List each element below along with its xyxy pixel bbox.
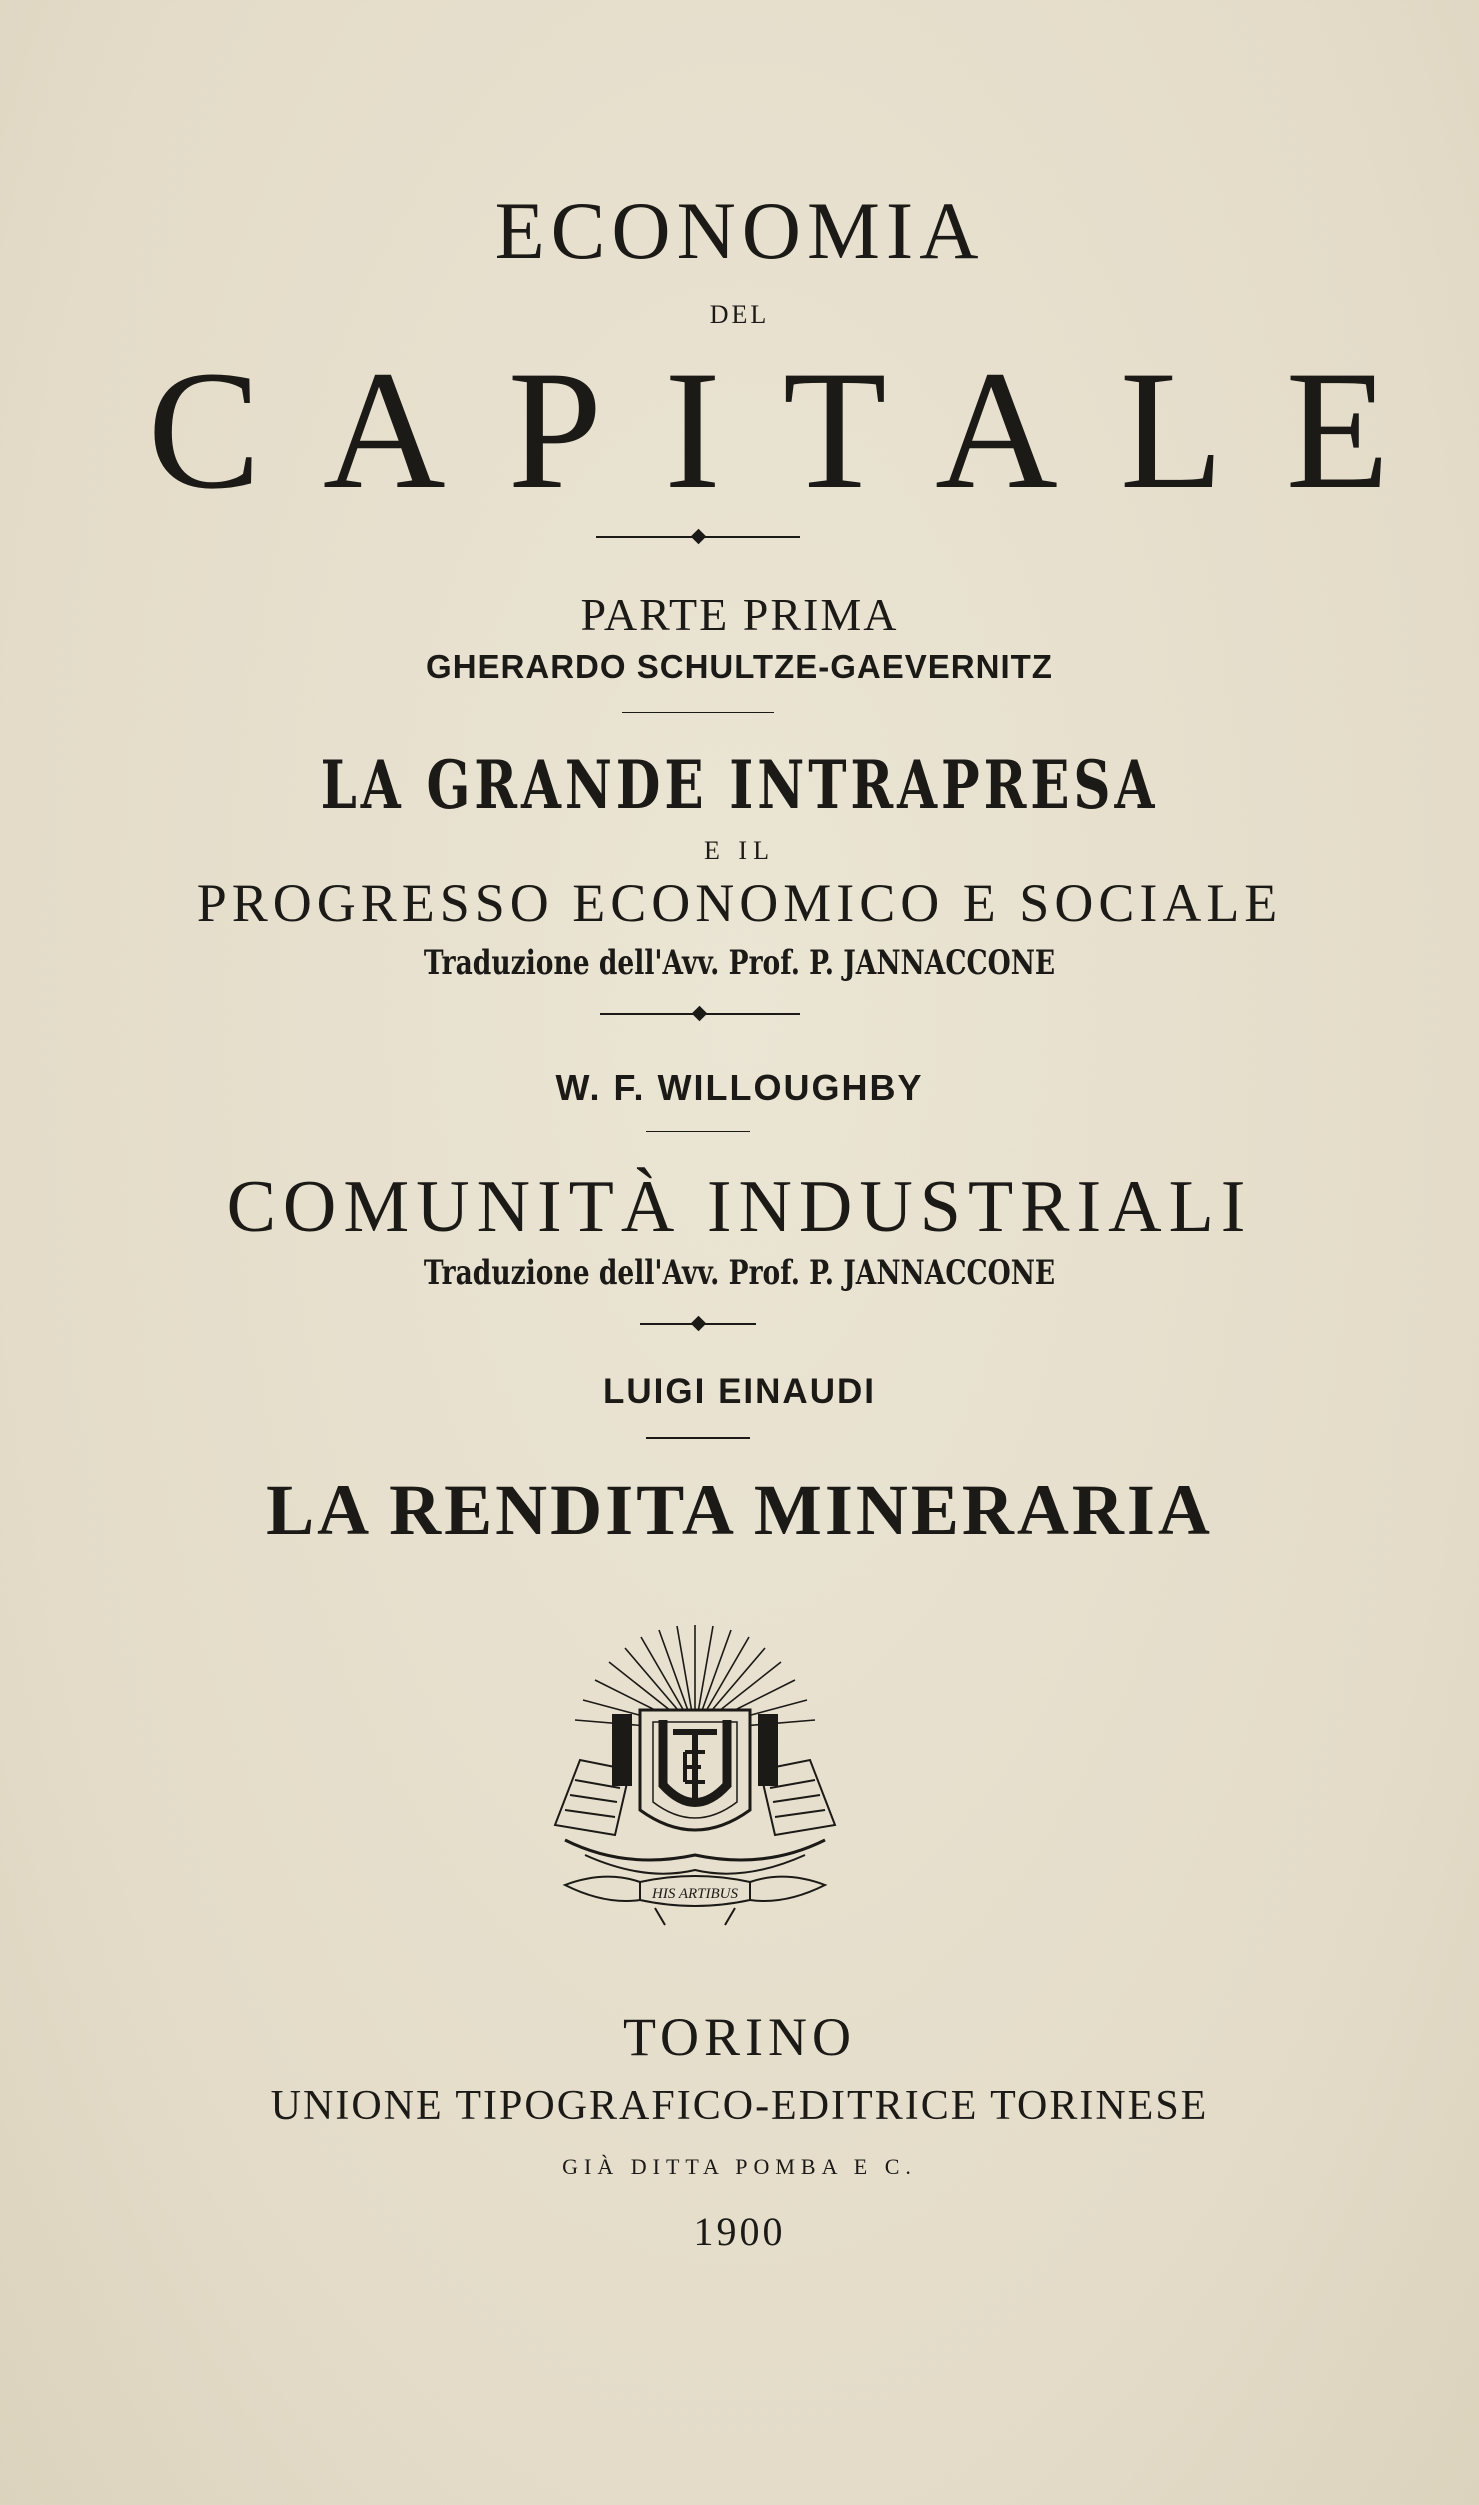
work-subtitle: PROGRESSO ECONOMICO E SOCIALE (196, 873, 1283, 933)
imprint-publisher: UNIONE TIPOGRAFICO-EDITRICE TORINESE (270, 2083, 1209, 2129)
work-title: LA RENDITA MINERARIA (266, 1470, 1213, 1550)
imprint-year: 1900 (693, 2209, 786, 2254)
imprint-city: TORINO (622, 2007, 856, 2067)
series-title-connector: DEL (709, 300, 770, 329)
part-label: PARTE PRIMA (580, 589, 899, 640)
author-name: W. F. WILLOUGHBY (555, 1067, 924, 1108)
translation-credit: Traduzione dell'Avv. Prof. P. JANNACCONE (423, 943, 1056, 983)
series-title-line1: ECONOMIA (494, 185, 985, 276)
author-name: GHERARDO SCHULTZE-GAEVERNITZ (426, 648, 1053, 685)
work-title-connector: E IL (704, 836, 775, 865)
imprint-formerly: GIÀ DITTA POMBA E C. (562, 2154, 917, 2179)
work-title: LA GRANDE INTRAPRESA (320, 746, 1159, 824)
work-title: COMUNITÀ INDUSTRIALI (226, 1166, 1253, 1248)
publisher-emblem-icon (545, 1620, 845, 1930)
divider-rule (646, 1131, 750, 1132)
translation-credit: Traduzione dell'Avv. Prof. P. JANNACCONE (423, 1253, 1056, 1293)
series-title-line2: CAPITALE (147, 336, 1452, 524)
author-name: LUIGI EINAUDI (603, 1372, 876, 1411)
emblem-motto: HIS ARTIBUS (652, 1886, 738, 1902)
divider-rule (622, 712, 774, 713)
divider-rule (646, 1437, 750, 1439)
